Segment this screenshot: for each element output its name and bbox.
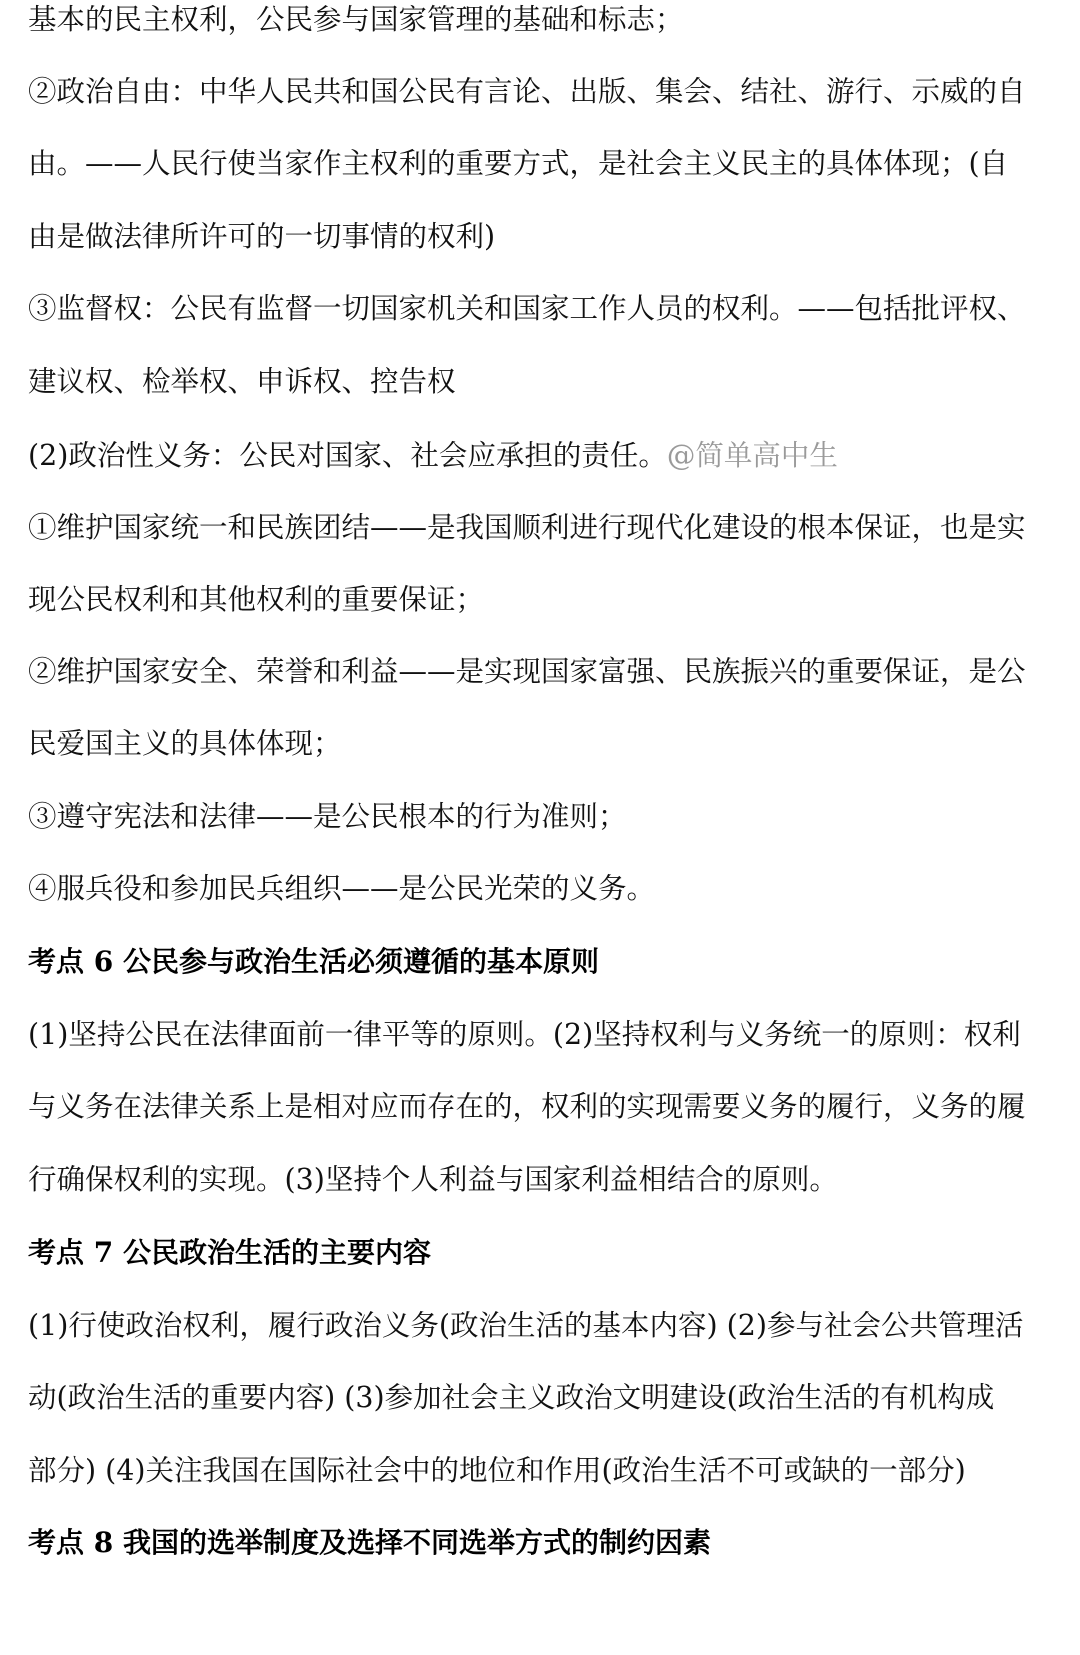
text-line: 建议权、检举权、申诉权、控告权 [28,365,456,398]
text-line: 由是做法律所许可的一切事情的权利) [28,220,496,253]
watermark-text: @简单高中生 [666,439,838,472]
text-line: (1)行使政治权利，履行政治义务(政治生活的基本内容) (2)参与社会公共管理活 [28,1309,1024,1342]
text-line: 现公民权利和其他权利的重要保证； [28,583,485,616]
text-line: (1)坚持公民在法律面前一律平等的原则。(2)坚持权利与义务统一的原则：权利 [28,1018,1021,1051]
text-line: 由。——人民行使当家作主权利的重要方式，是社会主义民主的具体体现；(自 [28,147,1009,180]
text-line: 行确保权利的实现。(3)坚持个人利益与国家利益相结合的原则。 [28,1163,838,1196]
text-span: (2)政治性义务：公民对国家、社会应承担的责任。 [28,439,667,472]
section-heading: 考点 6 公民参与政治生活必须遵循的基本原则 [28,945,599,978]
section-heading: 考点 7 公民政治生活的主要内容 [28,1236,431,1269]
text-line: 民爱国主义的具体体现； [28,727,342,760]
text-line: 动(政治生活的重要内容) (3)参加社会主义政治文明建设(政治生活的有机构成 [28,1381,995,1414]
text-line: ④服兵役和参加民兵组织——是公民光荣的义务。 [28,872,656,905]
text-line: ③遵守宪法和法律——是公民根本的行为准则； [28,800,627,833]
section-heading: 考点 8 我国的选举制度及选择不同选举方式的制约因素 [28,1526,711,1559]
text-line: ②维护国家安全、荣誉和利益——是实现国家富强、民族振兴的重要保证，是公 [28,655,1026,688]
text-line: ①维护国家统一和民族团结——是我国顺利进行现代化建设的根本保证，也是实 [28,511,1026,544]
text-line: 与义务在法律关系上是相对应而存在的，权利的实现需要义务的履行，义务的履 [28,1090,1026,1123]
text-line: ②政治自由：中华人民共和国公民有言论、出版、集会、结社、游行、示威的自 [28,75,1026,108]
text-line-with-watermark [28,436,1058,476]
text-line: 部分) (4)关注我国在国际社会中的地位和作用(政治生活不可或缺的一部分) [28,1454,966,1487]
text-line: ③监督权：公民有监督一切国家机关和国家工作人员的权利。——包括批评权、 [28,292,1026,325]
text-line: 基本的民主权利，公民参与国家管理的基础和标志； [28,3,684,36]
